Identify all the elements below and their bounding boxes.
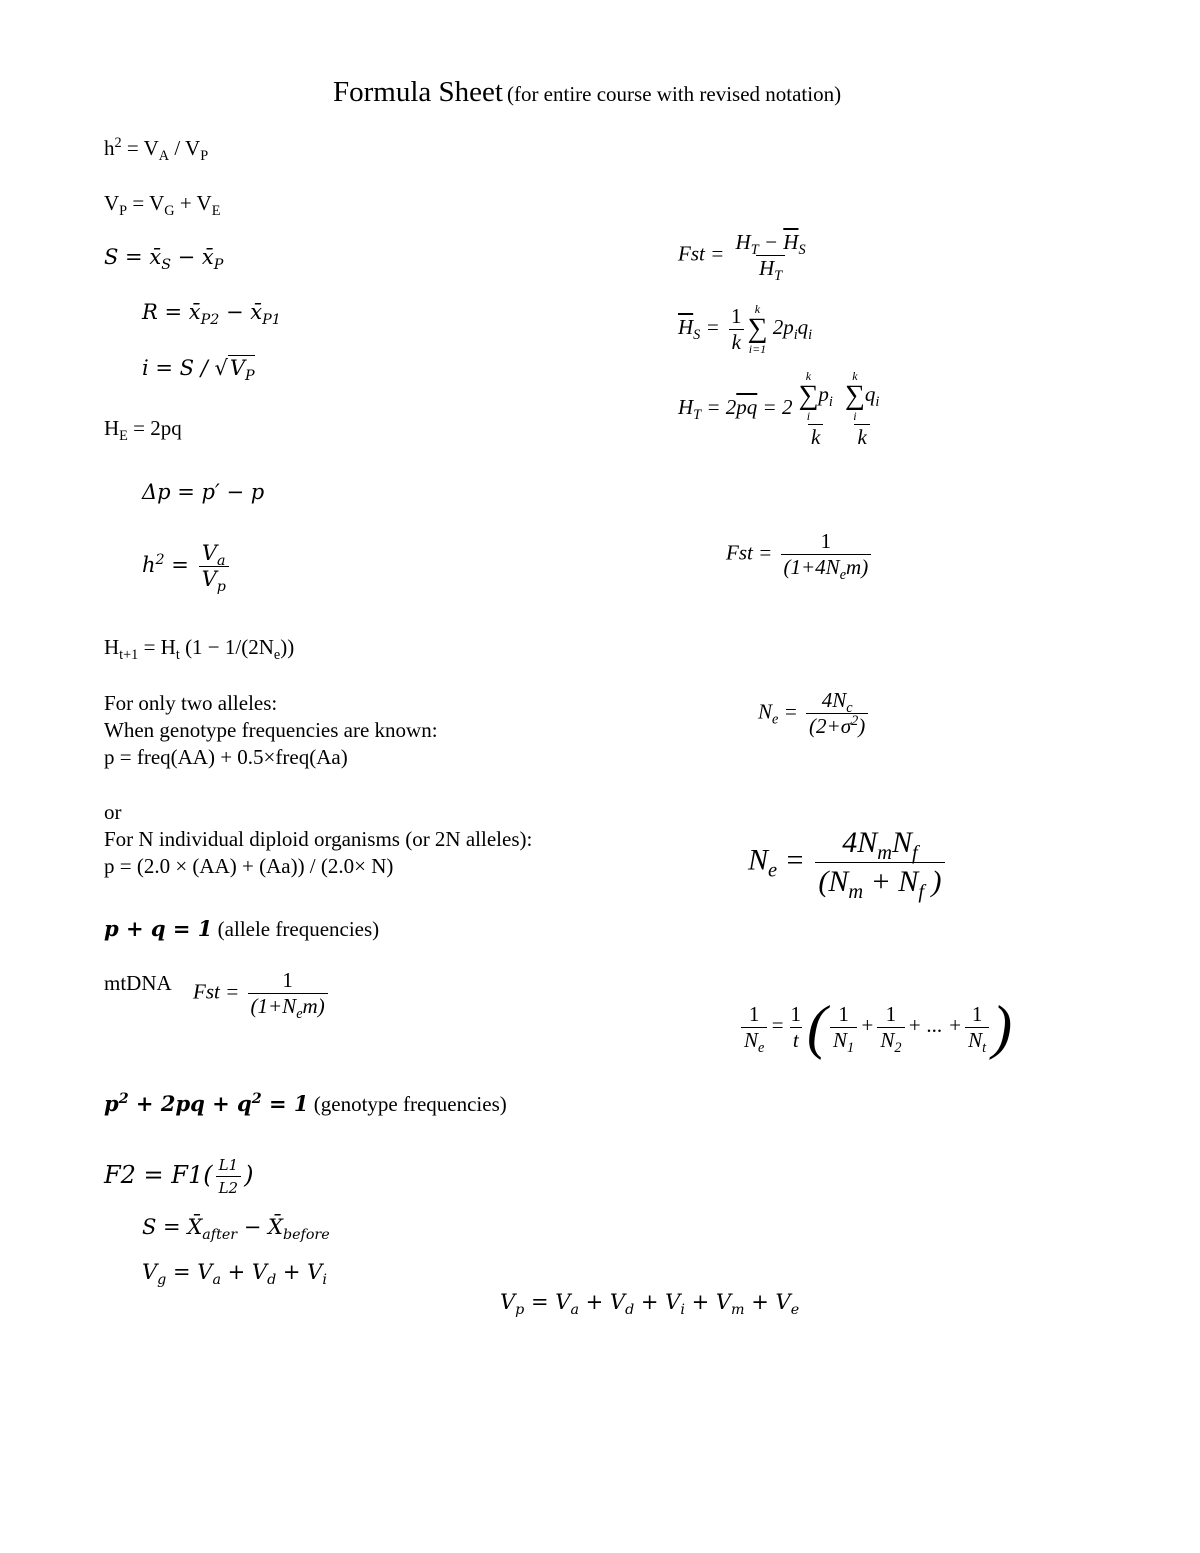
formula-phenotypic-variance: $V_P = V_G + V_E$ [104,191,221,220]
formula-fst-heterozygosity: Fst = $\frac{H_T - \overline{H}_S}{H_T}$ [678,230,806,285]
formula-selection-intensity: $i = S / √V_P$ [142,356,255,385]
n-individuals-line-1: For N individual diploid organisms (or 2N alleles): [104,827,533,851]
formula-total-heterozygosity: $H_T = 2\overline{pq} = 2$ k ∑ i $p_i$ k k ∑ i $q_i$ k [678,369,880,449]
formula-ne-harmonic-mean: $\frac{1}{N_e}$ = $\frac{1}{t}$ ( $\frac{1}{N_1}$ + $\frac{1}{N_2}$ + ... + $\frac{1}{N_t}$ ) [738,1000,1012,1054]
formula-allele-frequencies: p + q = 1 (allele frequencies) [104,916,380,941]
n-individuals-line-2: p = (2.0 × (AA) + (Aa)) / (2.0× N) [104,854,394,878]
two-alleles-line-2: When genotype frequencies are known: [104,718,438,742]
formula-response: $R = x̄_{P2}$ − $x̄_{P1}$ [142,300,281,329]
or-text: or [104,800,122,824]
formula-selection-differential: $S = x̄_S$ − $x̄_P$ [104,245,224,274]
formula-genotype-frequencies: $p^2 + 2pq + q^2 = 1$ (genotype frequencies) [104,1091,507,1116]
formula-selection-after-before: $S = X̄_{after}$ − $X̄_{before}$ [142,1215,330,1244]
page-title [333,76,841,109]
formula-phenotypic-variance-full: $V_p = V_a + V_d + V_i + V_m + V_e$ [500,1290,800,1319]
formula-heritability-fraction: $h^2$ = $\frac{V_a}{V_p}$ [142,543,232,590]
formula-fst-migration: Fst = $\frac{1}{(1+4N_em)}$ [726,531,874,578]
title-main: Formula Sheet [333,76,503,108]
formula-genetic-variance: $V_g = V_a + V_d + V_i$ [142,1260,327,1289]
formula-ne-sex-ratio: $N_e$ = $\frac{4N_mN_f}{(N_m + N_f )}$ [748,826,948,899]
formula-mtdna-fst: Fst = $\frac{1}{(1+N_em)}$ [193,970,331,1017]
formula-delta-p: Δp = p′ − p [142,480,265,504]
title-sub: (for entire course with revised notation) [506,82,842,106]
formula-heterozygosity-decay: $H_{t+1} = H_t$ $(1 - 1/(2N_e))$ [104,635,295,664]
two-alleles-block [104,690,438,771]
formula-mean-hs: $\overline{H}_S$ = $\frac{1}{k}$ k ∑ i=1 $2p_iq_i$ [678,302,813,356]
two-alleles-line-1: For only two alleles: [104,691,278,715]
formula-expected-heterozygosity: $H_E = 2pq$ [104,416,182,445]
n-individuals-block [104,799,532,880]
mtdna-label: mtDNA [104,971,172,995]
two-alleles-line-3: p = freq(AA) + 0.5×freq(Aa) [104,745,348,769]
formula-f2: F2 = F1( $\frac{L1}{L2}$ ) [104,1156,254,1197]
formula-heritability-ratio: $h^2 = V_A / V_P$ [104,135,209,165]
formula-ne-variance: $N_e$ = $\frac{4N_c}{(2+\sigma^2)}$ [758,690,871,737]
